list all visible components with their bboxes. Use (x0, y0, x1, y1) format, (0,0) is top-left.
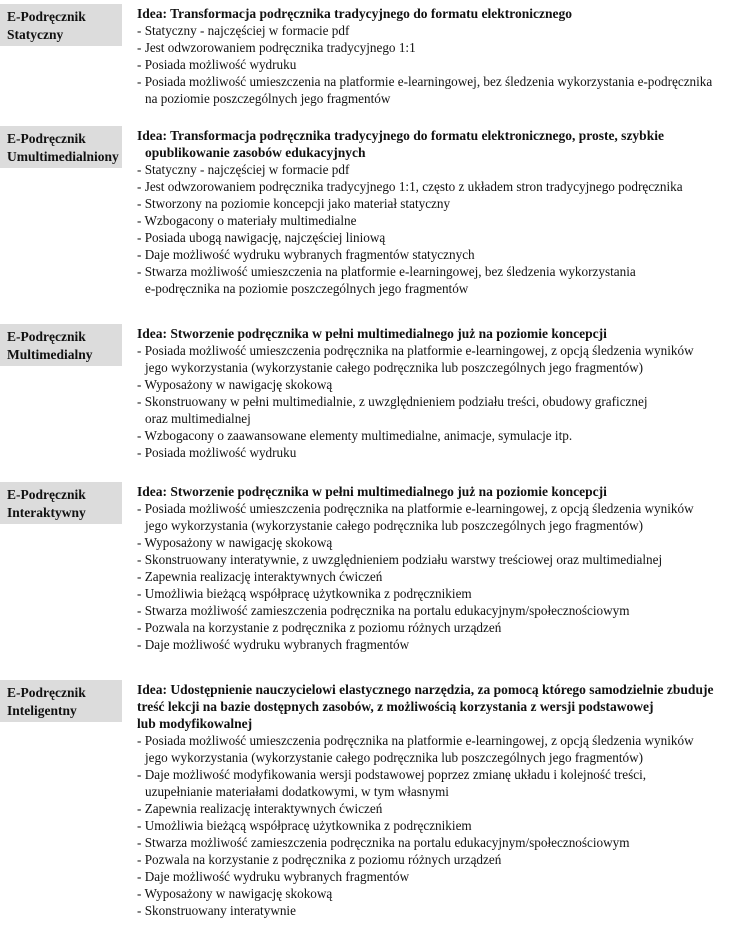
list-item: - Posiada możliwość umieszczenia podręcznika na platformie e-learningowej, z opcją śledzenia wyników (137, 501, 694, 516)
list-item: - Statyczny - najczęściej w formacie pdf (137, 23, 350, 38)
list-item: - Posiada ubogą nawigację, najczęściej liniową (137, 230, 386, 245)
label-line: Inteligentny (7, 703, 77, 718)
list-item-continuation: jego wykorzystania (wykorzystanie całego podręcznika lub poszczególnych jego fragmentów) (145, 750, 644, 765)
list-item: - Pozwala na korzystanie z podręcznika z poziomu różnych urządzeń (137, 620, 502, 635)
idea-heading: Idea: Stworzenie podręcznika w pełni multimedialnego już na poziomie koncepcji (137, 326, 607, 341)
idea-heading-continuation: lub modyfikowalnej (137, 716, 253, 731)
list-item: - Posiada możliwość umieszczenia na platformie e-learningowej, bez śledzenia wykorzystania e-podręcznika (137, 74, 713, 89)
list-item: - Wzbogacony o zaawansowane elementy multimedialne, animacje, symulacje itp. (137, 428, 573, 443)
section-label (0, 4, 122, 46)
list-item: - Skonstruowany interatywnie, z uwzględnieniem podziału warstwy treściowej oraz multimedialnej (137, 552, 663, 567)
list-item: - Wzbogacony o materiały multimedialne (137, 213, 357, 228)
list-item: - Daje możliwość wydruku wybranych fragmentów (137, 637, 410, 652)
list-item: - Skonstruowany w pełni multimedialnie, z uwzględnieniem podziału treści, obudowy graficznej (137, 394, 648, 409)
list-item-continuation: uzupełnianie materiałami dodatkowymi, w tym własnymi (145, 784, 449, 799)
idea-heading-continuation: opublikowanie zasobów edukacyjnych (145, 145, 366, 160)
section-content (137, 127, 751, 297)
list-item-continuation: jego wykorzystania (wykorzystanie całego podręcznika lub poszczególnych jego fragmentów) (145, 360, 644, 375)
list-item: - Umożliwia bieżącą współpracę użytkownika z podręcznikiem (137, 586, 472, 601)
list-item-continuation: jego wykorzystania (wykorzystanie całego podręcznika lub poszczególnych jego fragmentów) (145, 518, 644, 533)
idea-heading: Idea: Stworzenie podręcznika w pełni multimedialnego już na poziomie koncepcji (137, 484, 607, 499)
label-line: E-Podręcznik (7, 685, 86, 700)
list-item-continuation: na poziomie poszczególnych jego fragmentów (145, 91, 391, 106)
list-item-continuation: e-podręcznika na poziomie poszczególnych jego fragmentów (145, 281, 469, 296)
idea-heading: Idea: Udostępnienie nauczycielowi elastycznego narzędzia, za pomocą którego samodzielnie zbuduje (137, 682, 714, 697)
label-line: E-Podręcznik (7, 9, 86, 24)
label-line: Umultimedialniony (7, 149, 119, 164)
list-item: - Zapewnia realizację interaktywnych ćwiczeń (137, 801, 383, 816)
section-label (0, 126, 122, 168)
list-item: - Wyposażony w nawigację skokową (137, 886, 333, 901)
list-item: - Zapewnia realizację interaktywnych ćwiczeń (137, 569, 383, 584)
label-line: Statyczny (7, 27, 64, 42)
idea-heading-continuation: treść lekcji na bazie dostępnych zasobów, z możliwością korzystania z wersji podstawowej (137, 699, 654, 714)
section-label (0, 482, 122, 524)
list-item: - Daje możliwość wydruku wybranych fragmentów (137, 869, 410, 884)
list-item: - Stwarza możliwość umieszczenia na platformie e-learningowej, bez śledzenia wykorzystania (137, 264, 636, 279)
label-line: Multimedialny (7, 347, 93, 362)
list-item: - Jest odwzorowaniem podręcznika tradycyjnego 1:1 (137, 40, 416, 55)
list-item: - Wyposażony w nawigację skokową (137, 535, 333, 550)
label-line: E-Podręcznik (7, 131, 86, 146)
list-item: - Posiada możliwość umieszczenia podręcznika na platformie e-learningowej, z opcją śledzenia wyników (137, 343, 694, 358)
list-item: - Wyposażony w nawigację skokową (137, 377, 333, 392)
idea-heading: Idea: Transformacja podręcznika tradycyjnego do formatu elektronicznego (137, 6, 572, 21)
section-content (137, 681, 751, 919)
list-item-continuation: oraz multimedialnej (145, 411, 251, 426)
list-item: - Posiada możliwość wydruku (137, 445, 297, 460)
list-item: - Daje możliwość modyfikowania wersji podstawowej poprzez zmianę układu i kolejność treści, (137, 767, 647, 782)
label-line: E-Podręcznik (7, 487, 86, 502)
section-label (0, 680, 122, 722)
section-label (0, 324, 122, 366)
list-item: - Stworzony na poziomie koncepcji jako materiał statyczny (137, 196, 451, 211)
label-line: Interaktywny (7, 505, 86, 520)
label-line: E-Podręcznik (7, 329, 86, 344)
section-content (137, 483, 751, 653)
list-item: - Pozwala na korzystanie z podręcznika z poziomu różnych urządzeń (137, 852, 502, 867)
idea-heading: Idea: Transformacja podręcznika tradycyjnego do formatu elektronicznego, proste, szybkie (137, 128, 664, 143)
list-item: - Stwarza możliwość zamieszczenia podręcznika na portalu edukacyjnym/społecznościowym (137, 835, 630, 850)
section-content (137, 325, 751, 461)
list-item: - Daje możliwość wydruku wybranych fragmentów statycznych (137, 247, 475, 262)
list-item: - Skonstruowany interatywnie (137, 903, 296, 918)
list-item: - Posiada możliwość wydruku (137, 57, 297, 72)
list-item: - Umożliwia bieżącą współpracę użytkownika z podręcznikiem (137, 818, 472, 833)
section-content (137, 5, 751, 107)
list-item: - Stwarza możliwość zamieszczenia podręcznika na portalu edukacyjnym/społecznościowym (137, 603, 630, 618)
list-item: - Posiada możliwość umieszczenia podręcznika na platformie e-learningowej, z opcją śledzenia wyników (137, 733, 694, 748)
list-item: - Statyczny - najczęściej w formacie pdf (137, 162, 350, 177)
list-item: - Jest odwzorowaniem podręcznika tradycyjnego 1:1, często z układem stron tradycyjnego podręcznika (137, 179, 683, 194)
